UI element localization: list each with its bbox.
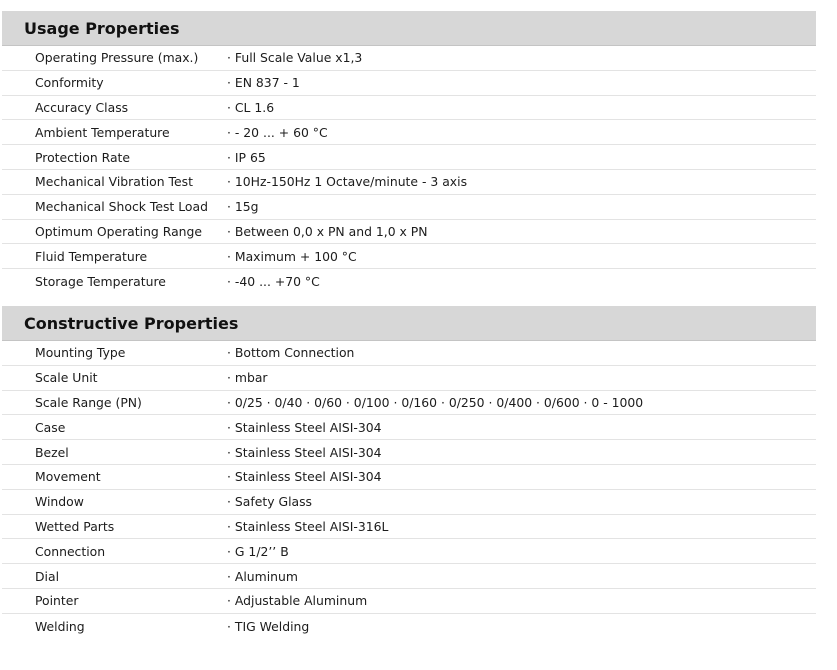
property-value: · Maximum + 100 °C: [227, 249, 357, 264]
property-label: Case: [35, 419, 66, 435]
property-row: [2, 465, 816, 490]
property-row: [2, 220, 816, 245]
property-value: · 0/25 · 0/40 · 0/60 · 0/100 · 0/160 · 0/250 · 0/400 · 0/600 · 0 - 1000: [227, 395, 643, 410]
property-label: Storage Temperature: [35, 274, 166, 290]
property-label: Accuracy Class: [35, 99, 129, 115]
property-value: · Stainless Steel AISI-304: [227, 445, 382, 460]
property-row: [2, 515, 816, 540]
property-row: [2, 490, 816, 515]
property-row: [2, 539, 816, 564]
property-label: Operating Pressure (max.): [35, 50, 199, 66]
property-row: [2, 366, 816, 391]
property-value: · Full Scale Value x1,3: [227, 50, 362, 65]
constructive-properties-table: [2, 341, 816, 639]
property-row: [2, 96, 816, 121]
property-row: [2, 341, 816, 366]
property-label: Ambient Temperature: [35, 124, 170, 140]
property-row: [2, 440, 816, 465]
property-label: Bezel: [35, 444, 69, 460]
property-label: Conformity: [35, 75, 104, 91]
property-value: · 15g: [227, 199, 259, 214]
property-label: Pointer: [35, 593, 79, 609]
property-value: · Stainless Steel AISI-304: [227, 469, 382, 484]
property-row: [2, 269, 816, 294]
property-row: [2, 120, 816, 145]
usage-properties-table: [2, 46, 816, 294]
property-row: [2, 46, 816, 71]
usage-properties-section: [0, 11, 837, 294]
property-label: Connection: [35, 543, 106, 559]
property-label: Scale Unit: [35, 370, 98, 386]
property-label: Protection Rate: [35, 149, 131, 165]
constructive-properties-header: [2, 306, 816, 341]
property-value: · Between 0,0 x PN and 1,0 x PN: [227, 224, 428, 239]
property-value: · -40 ... +70 °C: [227, 274, 320, 289]
property-row: [2, 589, 816, 614]
property-value: · Stainless Steel AISI-304: [227, 420, 382, 435]
property-value: · - 20 ... + 60 °C: [227, 125, 328, 140]
usage-properties-header: [2, 11, 816, 46]
property-label: Movement: [35, 469, 101, 485]
property-row: [2, 415, 816, 440]
property-label: Mounting Type: [35, 345, 126, 361]
section-title: Usage Properties: [24, 18, 180, 38]
property-label: Mechanical Vibration Test: [35, 174, 193, 190]
property-value: · Safety Glass: [227, 494, 312, 509]
constructive-properties-section: [0, 306, 837, 639]
property-row: [2, 71, 816, 96]
property-value: · IP 65: [227, 150, 266, 165]
property-row: [2, 170, 816, 195]
property-label: Mechanical Shock Test Load: [35, 199, 208, 215]
property-label: Optimum Operating Range: [35, 223, 203, 239]
property-label: Welding: [35, 618, 85, 634]
property-label: Scale Range (PN): [35, 394, 142, 410]
property-row: [2, 614, 816, 639]
property-value: · Aluminum: [227, 569, 298, 584]
property-label: Wetted Parts: [35, 518, 115, 534]
property-value: · Adjustable Aluminum: [227, 593, 367, 608]
property-row: [2, 145, 816, 170]
property-label: Dial: [35, 568, 60, 584]
property-value: · Bottom Connection: [227, 345, 354, 360]
property-value: · Stainless Steel AISI-316L: [227, 519, 388, 534]
property-value: · CL 1.6: [227, 100, 274, 115]
property-row: [2, 391, 816, 416]
property-label: Window: [35, 494, 84, 510]
property-value: · G 1/2’’ B: [227, 544, 289, 559]
property-value: · EN 837 - 1: [227, 75, 300, 90]
property-row: [2, 244, 816, 269]
property-row: [2, 195, 816, 220]
property-value: · mbar: [227, 370, 268, 385]
property-row: [2, 564, 816, 589]
property-value: · 10Hz-150Hz 1 Octave/minute - 3 axis: [227, 174, 467, 189]
property-value: · TIG Welding: [227, 619, 309, 634]
section-title: Constructive Properties: [24, 313, 239, 333]
property-label: Fluid Temperature: [35, 248, 148, 264]
